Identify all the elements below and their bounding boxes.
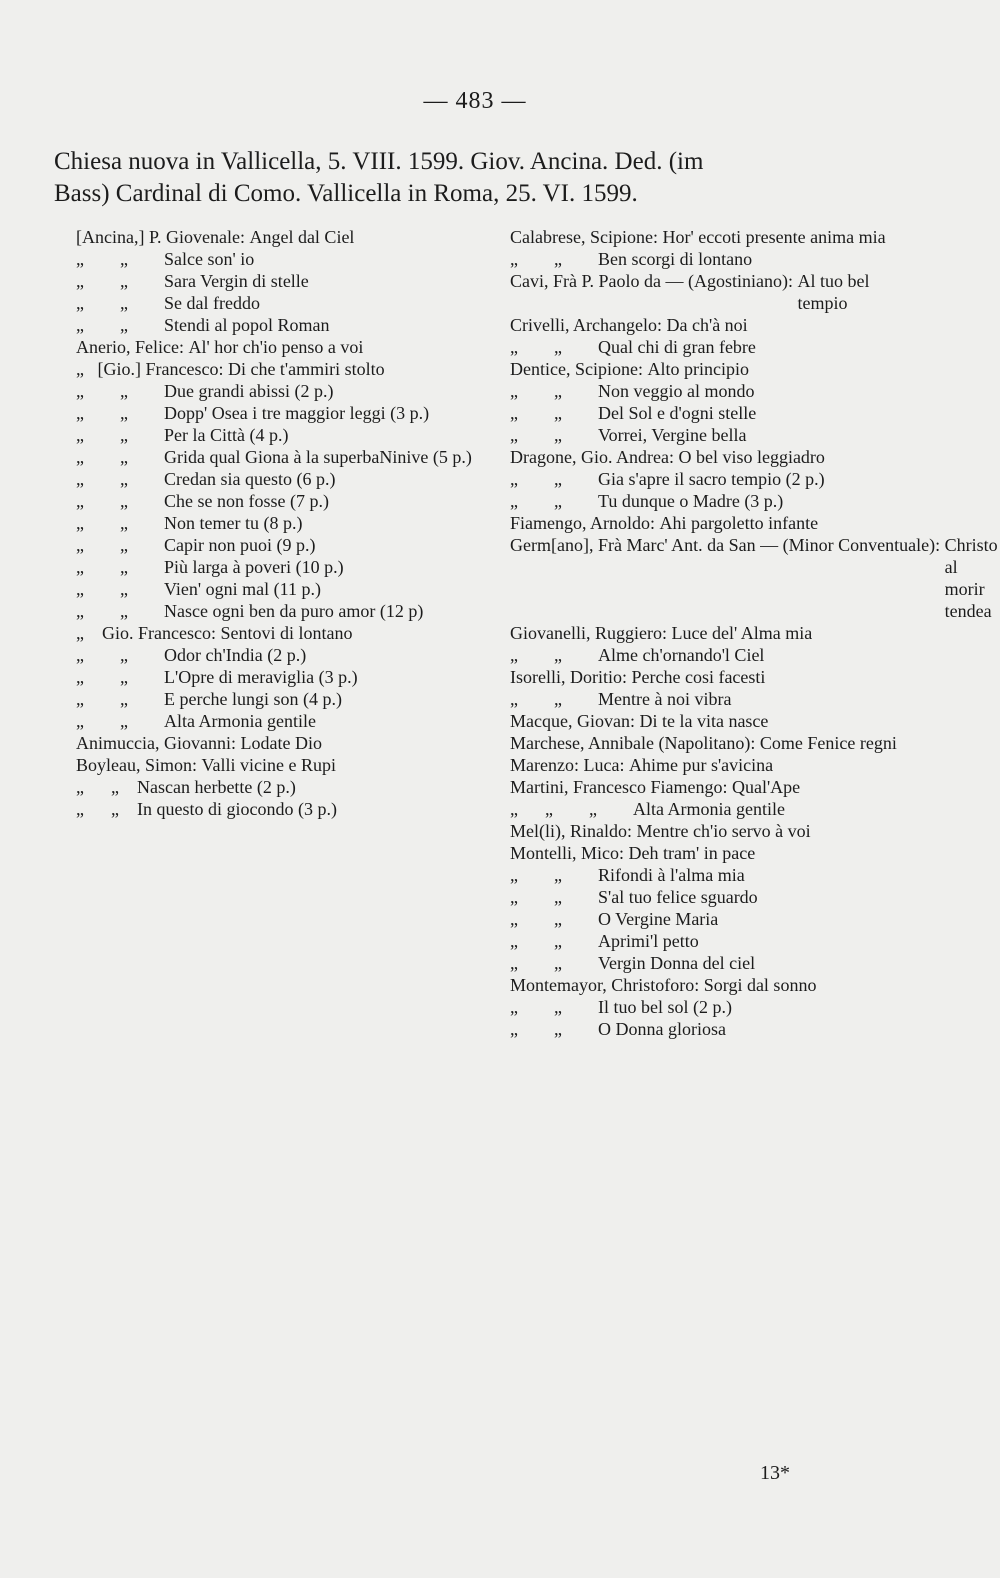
entry-title: Ahi pargoletto infante bbox=[659, 513, 819, 533]
entry-title: Alta Armonia gentile bbox=[163, 711, 316, 731]
entry-composer: „ „ bbox=[510, 865, 598, 885]
entry-composer: „ „ bbox=[76, 777, 137, 797]
entry-composer: Dragone, Gio. Andrea: bbox=[510, 447, 679, 467]
entry-title: Angel dal Ciel bbox=[249, 227, 355, 247]
index-entry bbox=[510, 446, 908, 468]
index-entry bbox=[76, 666, 480, 688]
entry-title: O Vergine Maria bbox=[597, 909, 719, 929]
entry-composer: „ „ bbox=[510, 689, 598, 709]
index-entry bbox=[510, 996, 908, 1018]
index-entry bbox=[510, 820, 908, 842]
index-entry bbox=[510, 776, 908, 798]
entry-title: Qual'Ape bbox=[731, 777, 801, 797]
entry-composer: „ „ bbox=[76, 513, 164, 533]
entry-composer: „ „ bbox=[510, 953, 598, 973]
entry-composer: „ „ bbox=[76, 689, 164, 709]
index-entry bbox=[510, 424, 908, 446]
index-entry bbox=[510, 842, 908, 864]
entry-composer: „ „ bbox=[76, 645, 164, 665]
entry-composer: [Ancina,] P. Giovenale: bbox=[76, 227, 250, 247]
entry-composer: „ „ bbox=[510, 381, 598, 401]
entry-title: Di te la vita nasce bbox=[639, 711, 769, 731]
entry-composer: „ „ bbox=[76, 491, 164, 511]
index-entry bbox=[510, 314, 908, 336]
index-entry bbox=[510, 974, 908, 996]
index-entry bbox=[76, 754, 480, 776]
entry-composer: Montemayor, Christoforo: bbox=[510, 975, 704, 995]
entry-composer: Martini, Francesco Fiamengo: bbox=[510, 777, 732, 797]
heading-line-2: Bass) Cardinal di Como. Vallicella in Roma, 25. VI. 1599. bbox=[54, 180, 638, 207]
index-entry bbox=[510, 512, 908, 534]
entry-composer: Animuccia, Giovanni: bbox=[76, 733, 241, 753]
entry-composer: „ „ bbox=[76, 799, 137, 819]
left-column bbox=[76, 226, 480, 820]
index-entry bbox=[76, 534, 480, 556]
index-entry bbox=[510, 622, 908, 644]
entry-composer: „ „ bbox=[510, 403, 598, 423]
index-entry bbox=[76, 292, 480, 314]
entry-title: In questo di giocondo (3 p.) bbox=[136, 799, 337, 819]
entry-composer: „ „ bbox=[76, 579, 164, 599]
entry-title: Sara Vergin di stelle bbox=[163, 271, 309, 291]
entry-title: Che se non fosse (7 p.) bbox=[163, 491, 329, 511]
index-entry bbox=[76, 248, 480, 270]
entry-title: Più larga à poveri (10 p.) bbox=[163, 557, 344, 577]
entry-composer: „ „ bbox=[76, 601, 164, 621]
index-entry bbox=[76, 358, 480, 380]
index-entry bbox=[510, 886, 908, 908]
index-entry bbox=[510, 380, 908, 402]
entry-title: Vien' ogni mal (11 p.) bbox=[163, 579, 321, 599]
entry-composer: „ „ bbox=[510, 249, 598, 269]
entry-composer: „ [Gio.] Francesco: bbox=[76, 359, 228, 379]
entry-title: Salce son' io bbox=[163, 249, 255, 269]
entry-composer: Mel(li), Rinaldo: bbox=[510, 821, 637, 841]
entry-composer: Boyleau, Simon: bbox=[76, 755, 202, 775]
entry-composer: „ „ bbox=[510, 997, 598, 1017]
index-entry bbox=[76, 270, 480, 292]
entry-composer: Marchese, Annibale (Napolitano): bbox=[510, 733, 760, 753]
entry-composer: Fiamengo, Arnoldo: bbox=[510, 513, 660, 533]
signature-mark: 13* bbox=[760, 1462, 790, 1484]
entry-title: Del Sol e d'ogni stelle bbox=[597, 403, 757, 423]
entry-composer: „ „ bbox=[76, 557, 164, 577]
entry-title: Sentovi di lontano bbox=[220, 623, 353, 643]
index-entry bbox=[76, 402, 480, 424]
entry-composer: Isorelli, Doritio: bbox=[510, 667, 632, 687]
entry-title: Lodate Dio bbox=[240, 733, 322, 753]
index-entry bbox=[510, 908, 908, 930]
entry-composer: Dentice, Scipione: bbox=[510, 359, 648, 379]
entry-composer: Macque, Giovan: bbox=[510, 711, 640, 731]
entry-title: Due grandi abissi (2 p.) bbox=[163, 381, 334, 401]
entry-title: S'al tuo felice sguardo bbox=[597, 887, 758, 907]
index-entry bbox=[76, 226, 480, 248]
index-entry bbox=[510, 358, 908, 380]
entry-composer: Germ[ano], Frà Marc' Ant. da San — (Minor Conventuale): bbox=[510, 535, 945, 555]
entry-title: Alta Armonia gentile bbox=[632, 799, 785, 819]
entry-composer: „ „ bbox=[510, 1019, 598, 1039]
entry-composer: „ „ bbox=[76, 711, 164, 731]
entry-title: Rifondi à l'alma mia bbox=[597, 865, 745, 885]
entry-title: O Donna gloriosa bbox=[597, 1019, 726, 1039]
index-entry bbox=[76, 336, 480, 358]
entry-composer: Marenzo: Luca: bbox=[510, 755, 629, 775]
entry-composer: „ „ bbox=[510, 645, 598, 665]
entry-composer: Crivelli, Archangelo: bbox=[510, 315, 667, 335]
index-entry bbox=[76, 446, 480, 468]
entry-composer: „ „ bbox=[76, 425, 164, 445]
entry-title: Al tuo bel tempio bbox=[797, 271, 870, 313]
entry-title: Non veggio al mondo bbox=[597, 381, 755, 401]
index-entry bbox=[510, 754, 908, 776]
entry-title: Ben scorgi di lontano bbox=[597, 249, 753, 269]
entry-title: Non temer tu (8 p.) bbox=[163, 513, 303, 533]
entry-title: Dopp' Osea i tre maggior leggi (3 p.) bbox=[163, 403, 430, 423]
entry-composer: „ „ bbox=[510, 887, 598, 907]
index-entry bbox=[510, 1018, 908, 1040]
entry-title: Mentre ch'io servo à voi bbox=[636, 821, 811, 841]
entry-title: Alto principio bbox=[647, 359, 749, 379]
entry-title: Perche cosi facesti bbox=[631, 667, 766, 687]
entry-composer: „ „ bbox=[510, 469, 598, 489]
entry-composer: „ „ bbox=[76, 315, 164, 335]
entry-composer: Calabrese, Scipione: bbox=[510, 227, 663, 247]
index-entry bbox=[510, 534, 998, 622]
page-number: — 483 — bbox=[423, 88, 527, 114]
entry-composer: „ „ bbox=[76, 535, 164, 555]
entry-title: L'Opre di meraviglia (3 p.) bbox=[163, 667, 358, 687]
entry-composer: „ „ bbox=[76, 293, 164, 313]
index-entry bbox=[76, 380, 480, 402]
entry-title: Aprimi'l petto bbox=[597, 931, 699, 951]
entry-composer: „ „ bbox=[510, 425, 598, 445]
entry-composer: „ „ bbox=[76, 447, 164, 467]
entry-title: Nasce ogni ben da puro amor (12 p) bbox=[163, 601, 424, 621]
entry-composer: „ „ bbox=[510, 909, 598, 929]
entry-composer: „ Gio. Francesco: bbox=[76, 623, 221, 643]
entry-title: Di che t'ammiri stolto bbox=[227, 359, 385, 379]
index-entry bbox=[510, 864, 908, 886]
entry-composer: „ „ bbox=[76, 249, 164, 269]
entry-title: Da ch'à noi bbox=[666, 315, 748, 335]
entry-title: E perche lungi son (4 p.) bbox=[163, 689, 342, 709]
index-entry bbox=[76, 512, 480, 534]
index-entry bbox=[76, 578, 480, 600]
heading-line-1: Chiesa nuova in Vallicella, 5. VIII. 1599. Giov. Ancina. Ded. (im bbox=[54, 148, 704, 175]
entry-title: Grida qual Giona à la superbaNinive (5 p.) bbox=[163, 447, 472, 467]
entry-title: Vergin Donna del ciel bbox=[597, 953, 756, 973]
right-column bbox=[510, 226, 998, 1040]
entry-title: Stendi al popol Roman bbox=[163, 315, 330, 335]
index-entry bbox=[510, 336, 908, 358]
entry-title: Vorrei, Vergine bella bbox=[597, 425, 747, 445]
entry-composer: „ „ bbox=[76, 271, 164, 291]
index-entry bbox=[76, 468, 480, 490]
index-entry bbox=[76, 732, 480, 754]
entry-composer: „ „ „ bbox=[510, 799, 633, 819]
entry-composer: Montelli, Mico: bbox=[510, 843, 629, 863]
index-entry bbox=[510, 732, 908, 754]
entry-title: Il tuo bel sol (2 p.) bbox=[597, 997, 732, 1017]
index-entry bbox=[510, 930, 908, 952]
entry-title: Tu dunque o Madre (3 p.) bbox=[597, 491, 784, 511]
entry-title: Se dal freddo bbox=[163, 293, 260, 313]
entry-title: Sorgi dal sonno bbox=[703, 975, 817, 995]
entry-title: Nascan herbette (2 p.) bbox=[136, 777, 296, 797]
index-entry bbox=[76, 798, 480, 820]
index-entry bbox=[76, 600, 480, 622]
entry-title: Come Fenice regni bbox=[759, 733, 897, 753]
index-entry bbox=[510, 490, 908, 512]
entry-title: Hor' eccoti presente anima mia bbox=[662, 227, 886, 247]
index-entry bbox=[76, 710, 480, 732]
index-entry bbox=[510, 226, 908, 248]
index-entry bbox=[76, 424, 480, 446]
entry-title: Credan sia questo (6 p.) bbox=[163, 469, 336, 489]
entry-title: Qual chi di gran febre bbox=[597, 337, 756, 357]
entry-composer: „ „ bbox=[510, 491, 598, 511]
entry-title: Capir non puoi (9 p.) bbox=[163, 535, 316, 555]
index-entry bbox=[76, 688, 480, 710]
index-entry bbox=[510, 710, 908, 732]
entry-title: Odor ch'India (2 p.) bbox=[163, 645, 307, 665]
entry-composer: Giovanelli, Ruggiero: bbox=[510, 623, 672, 643]
entry-title: Al' hor ch'io penso a voi bbox=[188, 337, 364, 357]
index-entry bbox=[510, 270, 908, 314]
entry-composer: „ „ bbox=[76, 469, 164, 489]
entry-composer: „ „ bbox=[76, 403, 164, 423]
entry-title: Christo al morir tendea bbox=[944, 535, 998, 621]
index-entry bbox=[510, 644, 908, 666]
index-entry bbox=[76, 314, 480, 336]
entry-composer: Cavi, Frà P. Paolo da — (Agostiniano): bbox=[510, 271, 798, 291]
entry-title: Valli vicine e Rupi bbox=[201, 755, 336, 775]
index-entry bbox=[510, 688, 908, 710]
entry-composer: „ „ bbox=[76, 381, 164, 401]
entry-composer: Anerio, Felice: bbox=[76, 337, 189, 357]
entry-composer: „ „ bbox=[510, 931, 598, 951]
entry-title: Ahime pur s'avicina bbox=[628, 755, 774, 775]
entry-title: Deh tram' in pace bbox=[628, 843, 756, 863]
entry-title: O bel viso leggiadro bbox=[678, 447, 825, 467]
entry-title: Alme ch'ornando'l Ciel bbox=[597, 645, 765, 665]
index-entry bbox=[510, 468, 908, 490]
entry-title: Per la Città (4 p.) bbox=[163, 425, 289, 445]
entry-composer: „ „ bbox=[510, 337, 598, 357]
index-entry bbox=[510, 798, 908, 820]
entry-title: Mentre à noi vibra bbox=[597, 689, 732, 709]
entry-composer: „ „ bbox=[76, 667, 164, 687]
index-entry bbox=[510, 666, 908, 688]
index-entry bbox=[76, 490, 480, 512]
index-entry bbox=[76, 622, 480, 644]
index-entry bbox=[510, 402, 908, 424]
entry-title: Luce del' Alma mia bbox=[671, 623, 813, 643]
index-entry bbox=[76, 644, 480, 666]
index-entry bbox=[510, 248, 908, 270]
index-entry bbox=[510, 952, 908, 974]
entry-title: Gia s'apre il sacro tempio (2 p.) bbox=[597, 469, 825, 489]
index-entry bbox=[76, 776, 480, 798]
index-entry bbox=[76, 556, 480, 578]
